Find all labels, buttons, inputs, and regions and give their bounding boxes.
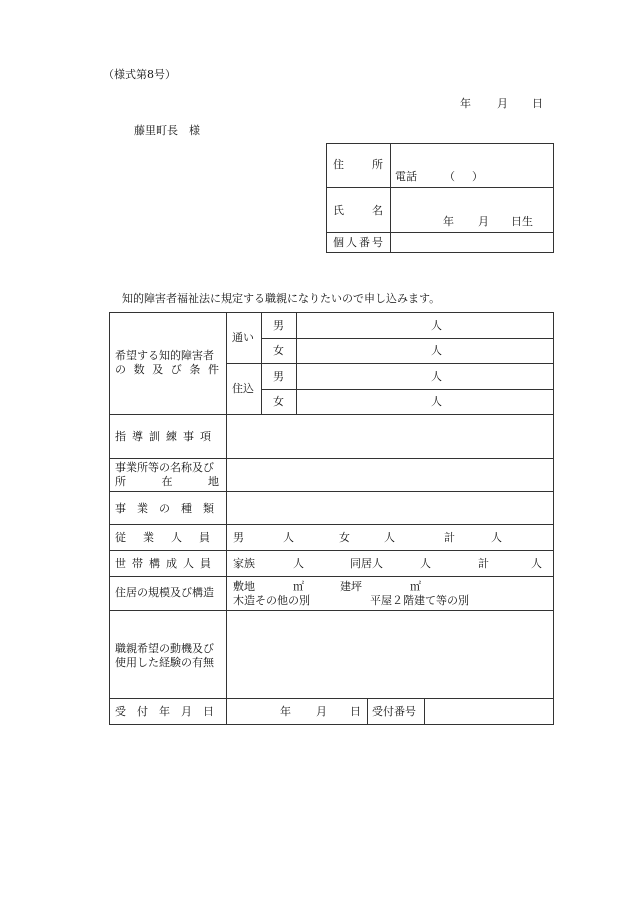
- live-in-female-unit: 人: [431, 395, 442, 408]
- employees-female: 女: [339, 531, 350, 544]
- training-label: 指導訓練事項: [115, 430, 217, 443]
- housing-floor-unit: ㎡: [410, 580, 421, 593]
- statement: 知的障害者福祉法に規定する職親になりたいので申し込みます。: [122, 292, 441, 305]
- reception-number-label: 受付番号: [372, 705, 416, 718]
- reception-date-label: 受付年月日: [115, 705, 225, 718]
- reception-year: 年: [280, 705, 291, 718]
- commute-male-unit: 人: [431, 319, 442, 332]
- commute-female-unit: 人: [431, 344, 442, 357]
- live-in-female: 女: [273, 395, 284, 408]
- live-in-male: 男: [273, 370, 284, 383]
- desired-label-line1: 希望する知的障害者: [115, 349, 214, 362]
- reception-day: 日: [350, 705, 361, 718]
- addressee: 藤里町長 様: [134, 124, 200, 137]
- housing-wooden: 木造その他の別: [233, 594, 310, 607]
- employees-male: 男: [233, 531, 244, 544]
- household-family-unit: 人: [293, 557, 304, 570]
- date-month-label: 月: [497, 97, 508, 110]
- phone-label: 電話: [395, 170, 417, 183]
- motive-label-line1: 職親希望の動機及び: [115, 642, 214, 655]
- household-total: 計: [478, 557, 489, 570]
- housing-floor: 建坪: [340, 580, 362, 593]
- id-number-label: 個人番号: [333, 236, 385, 249]
- business-type-label: 事業の種類: [115, 502, 225, 515]
- phone-close-paren: ）: [472, 170, 483, 183]
- employees-total: 計: [444, 531, 455, 544]
- commute-male: 男: [273, 319, 284, 332]
- phone-open-paren: （: [444, 170, 455, 183]
- commute-label: 通い: [232, 331, 254, 344]
- date-year-label: 年: [460, 97, 471, 110]
- name-label: 氏 名: [333, 204, 383, 217]
- live-in-male-unit: 人: [431, 370, 442, 383]
- date-day-label: 日: [532, 97, 543, 110]
- employees-male-unit: 人: [283, 531, 294, 544]
- housing-site-unit: ㎡: [293, 580, 304, 593]
- housing-stories: 平屋２階建て等の別: [370, 594, 469, 607]
- birth-year-label: 年: [443, 215, 454, 228]
- reception-month: 月: [316, 705, 327, 718]
- household-cohabitant-unit: 人: [420, 557, 431, 570]
- employees-female-unit: 人: [384, 531, 395, 544]
- household-label: 世帯構成人員: [115, 557, 217, 570]
- motive-label-line2: 使用した経験の有無: [115, 656, 214, 669]
- desired-label-line2: の 数 及 び 条 件: [115, 363, 219, 376]
- housing-site: 敷地: [233, 580, 255, 593]
- household-cohabitant: 同居人: [350, 557, 383, 570]
- employees-label: 従業人員: [115, 531, 227, 544]
- household-family: 家族: [233, 557, 255, 570]
- commute-female: 女: [273, 344, 284, 357]
- live-in-label: 住込: [232, 382, 254, 395]
- form-number: （様式第8号）: [103, 68, 176, 81]
- employees-total-unit: 人: [491, 531, 502, 544]
- business-name-label-line2: 所 在 地: [115, 475, 219, 488]
- birth-month-label: 月: [478, 215, 489, 228]
- birth-day-label: 日生: [511, 215, 533, 228]
- household-total-unit: 人: [531, 557, 542, 570]
- address-label: 住 所: [333, 158, 383, 171]
- business-name-label-line1: 事業所等の名称及び: [115, 461, 214, 474]
- housing-label: 住居の規模及び構造: [115, 586, 214, 599]
